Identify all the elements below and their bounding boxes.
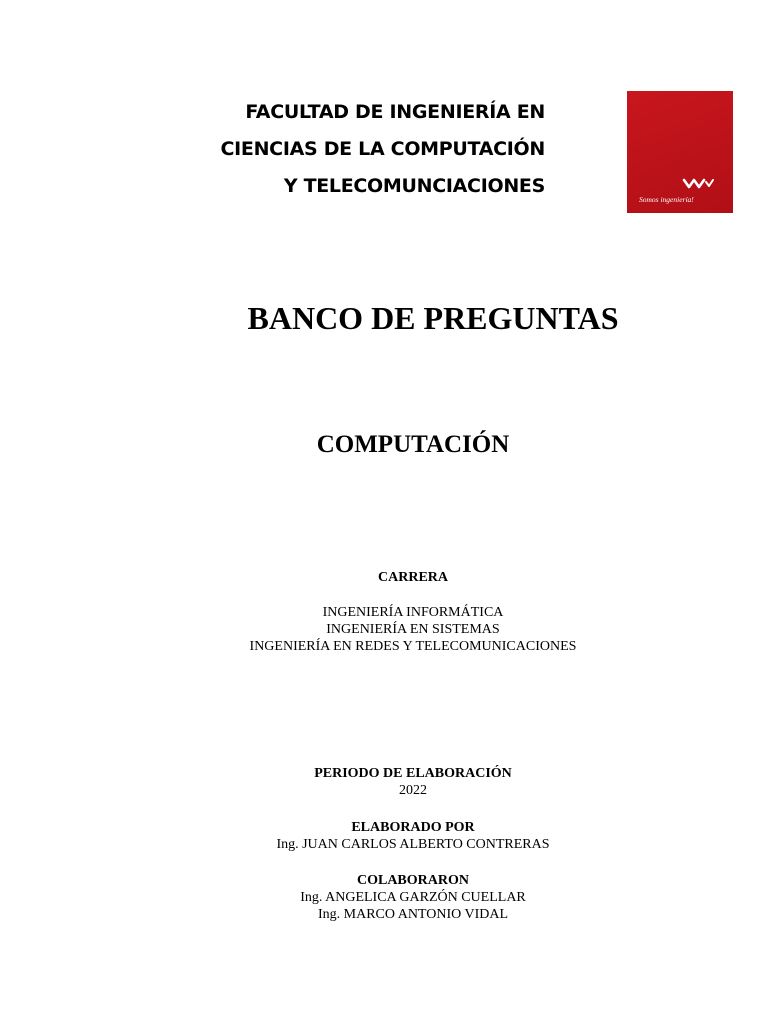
carrera-heading: CARRERA [378,570,448,585]
elaborado-heading: ELABORADO POR [351,820,475,835]
periodo-value: 2022 [399,783,427,798]
periodo-heading: PERIODO DE ELABORACIÓN [314,766,512,781]
carrera-section [0,569,768,655]
carrera-item: INGENIERÍA EN REDES Y TELECOMUNICACIONES [249,639,577,654]
subject-title: COMPUTACIÓN [316,431,510,458]
faculty-line: Y TELECOMUNCIACIONES [283,175,545,197]
faculty-line: CIENCIAS DE LA COMPUTACIÓN [220,138,545,160]
wave-logo-icon [682,177,716,191]
periodo-section [0,765,768,799]
colaboraron-section [0,872,768,923]
faculty-line: FACULTAD DE INGENIERÍA EN [245,101,545,123]
collaborator-name: Ing. MARCO ANTONIO VIDAL [317,907,509,922]
document-title: BANCO DE PREGUNTAS [247,300,619,336]
elaborado-section [0,819,768,853]
faculty-logo [627,91,733,213]
collaborator-name: Ing. ANGELICA GARZÓN CUELLAR [300,890,526,905]
faculty-name [190,94,545,205]
logo-slogan: Somos ingeniería! [639,195,694,204]
carrera-item: INGENIERÍA EN SISTEMAS [326,622,500,637]
author-name: Ing. JUAN CARLOS ALBERTO CONTRERAS [276,837,550,852]
colaboraron-heading: COLABORARON [356,873,469,888]
carrera-item: INGENIERÍA INFORMÁTICA [322,605,504,620]
